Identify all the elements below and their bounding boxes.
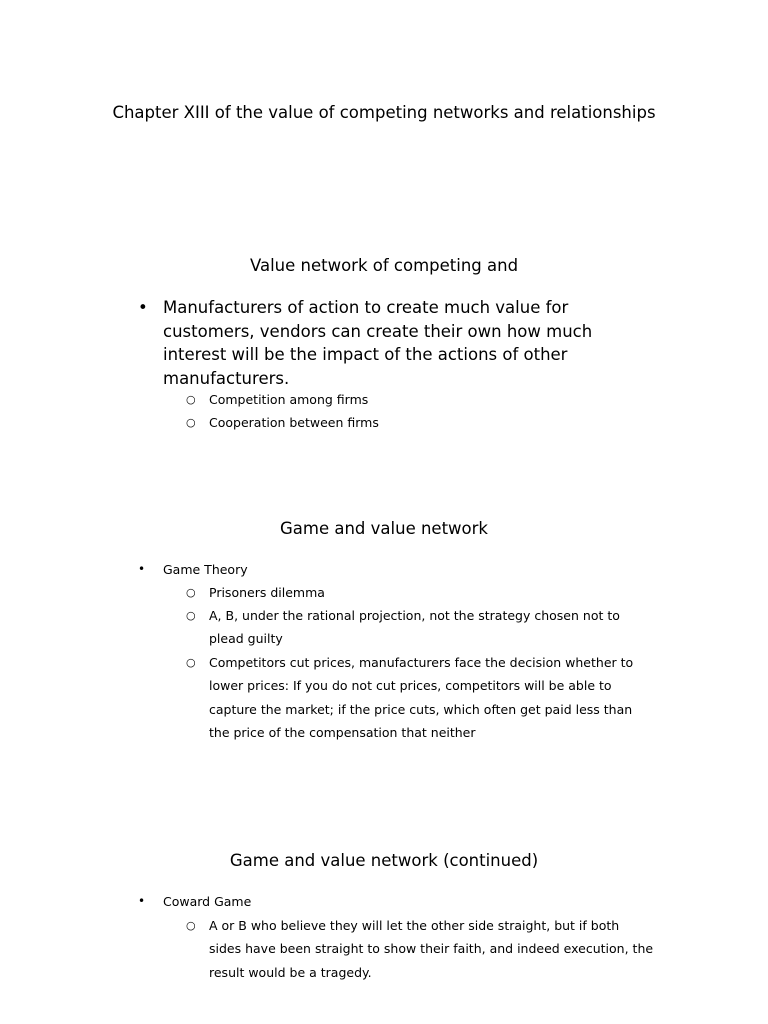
sub-bullet-marker: ○ xyxy=(186,416,196,429)
section-heading-game-value-network: Game and value network xyxy=(280,519,488,538)
section-heading-value-network: Value network of competing and xyxy=(249,256,519,275)
page-title: Chapter XIII of the value of competing networks and relationships xyxy=(112,103,656,122)
sub-bullet-marker: ○ xyxy=(186,919,196,932)
section-heading-game-value-network-continued: Game and value network (continued) xyxy=(229,851,539,870)
bullet-marker: • xyxy=(138,894,146,908)
sub-bullet-marker: ○ xyxy=(186,656,196,669)
list-item-text: Game Theory xyxy=(163,562,248,577)
list-item-text: Prisoners dilemma xyxy=(209,585,325,600)
list-item-text: Cooperation between firms xyxy=(209,415,379,430)
list-item-text: Manufacturers of action to create much value for customers, vendors can create their own how much interest will be the impact of the actions of other manufacturers. xyxy=(163,298,593,388)
list-item-text: A, B, under the rational projection, not the strategy chosen not to plead guilty xyxy=(209,608,620,647)
list-item-text: Competition among firms xyxy=(209,392,369,407)
bullet-marker: • xyxy=(138,562,146,576)
sub-bullet-marker: ○ xyxy=(186,609,196,622)
sub-bullet-marker: ○ xyxy=(186,586,196,599)
bullet-marker: • xyxy=(138,298,148,317)
sub-bullet-marker: ○ xyxy=(186,393,196,406)
list-item-text: Coward Game xyxy=(163,894,252,909)
list-item-text: A or B who believe they will let the other side straight, but if both sides have been straight to show their faith, and indeed execution, the result would be a tragedy. xyxy=(209,918,654,980)
list-item-text: Competitors cut prices, manufacturers face the decision whether to lower prices: If you do not cut prices, competitors will be able to capture the market; if the price cuts, which often get paid less than the price of the compensation that neither xyxy=(209,655,634,740)
